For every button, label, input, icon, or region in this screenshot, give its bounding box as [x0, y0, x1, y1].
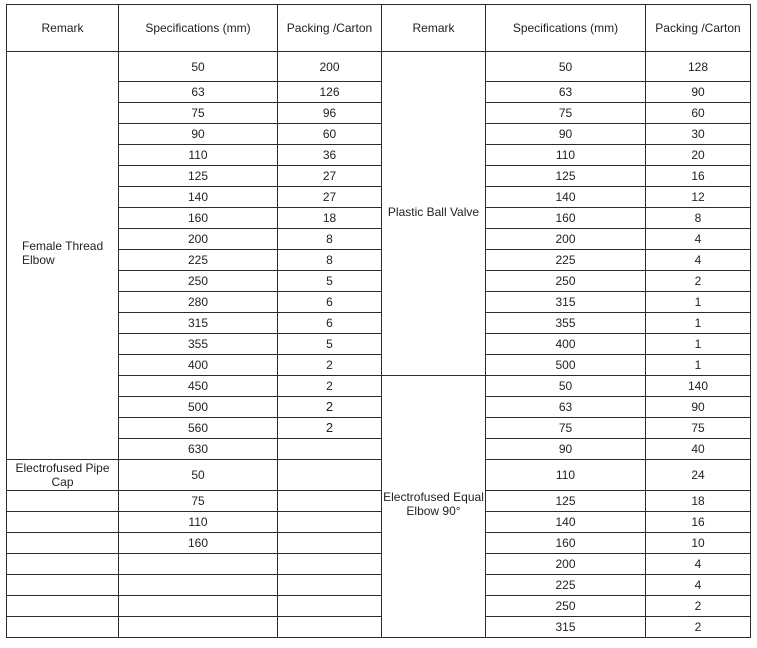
packing-cell: 5 — [278, 271, 382, 292]
spec-cell: 225 — [486, 575, 646, 596]
spec-cell: 50 — [486, 52, 646, 82]
header-packing-left: Packing /Carton — [278, 5, 382, 52]
packing-cell: 1 — [646, 292, 751, 313]
packing-cell — [278, 491, 382, 512]
table-row — [7, 334, 751, 355]
spec-cell: 160 — [486, 208, 646, 229]
packing-cell — [278, 460, 382, 491]
packing-cell: 4 — [646, 575, 751, 596]
packing-cell: 2 — [278, 355, 382, 376]
spec-cell: 50 — [119, 52, 278, 82]
spec-cell: 225 — [119, 250, 278, 271]
packing-cell: 4 — [646, 250, 751, 271]
spec-cell: 63 — [486, 397, 646, 418]
spec-cell: 140 — [119, 187, 278, 208]
packing-cell — [278, 512, 382, 533]
spec-cell: 90 — [486, 124, 646, 145]
packing-cell — [278, 575, 382, 596]
spec-cell: 225 — [486, 250, 646, 271]
spec-cell: 450 — [119, 376, 278, 397]
packing-cell: 75 — [646, 418, 751, 439]
remark-cell — [7, 52, 119, 460]
spec-cell: 140 — [486, 512, 646, 533]
table-row — [7, 313, 751, 334]
packing-cell: 8 — [646, 208, 751, 229]
spec-cell: 200 — [119, 229, 278, 250]
spec-cell: 63 — [119, 82, 278, 103]
spec-cell: 160 — [486, 533, 646, 554]
packing-cell: 126 — [278, 82, 382, 103]
table-row — [7, 124, 751, 145]
spec-cell: 315 — [486, 617, 646, 638]
table-row — [7, 596, 751, 617]
packing-cell — [278, 439, 382, 460]
header-spec-left: Specifications (mm) — [119, 5, 278, 52]
table-row — [7, 397, 751, 418]
spec-cell: 355 — [119, 334, 278, 355]
packing-cell: 1 — [646, 334, 751, 355]
spec-cell — [119, 575, 278, 596]
spec-cell: 250 — [486, 596, 646, 617]
spec-cell: 90 — [119, 124, 278, 145]
table-row — [7, 250, 751, 271]
spec-cell — [119, 617, 278, 638]
packing-table — [6, 4, 751, 638]
packing-cell: 1 — [646, 355, 751, 376]
spec-cell: 75 — [486, 103, 646, 124]
packing-cell: 60 — [278, 124, 382, 145]
table-row — [7, 533, 751, 554]
packing-cell: 27 — [278, 187, 382, 208]
spec-cell: 400 — [119, 355, 278, 376]
table-row — [7, 439, 751, 460]
table-row — [7, 145, 751, 166]
packing-cell: 90 — [646, 82, 751, 103]
packing-cell: 5 — [278, 334, 382, 355]
packing-cell: 1 — [646, 313, 751, 334]
table-row — [7, 208, 751, 229]
spec-cell: 400 — [486, 334, 646, 355]
packing-cell: 2 — [646, 271, 751, 292]
packing-cell — [278, 596, 382, 617]
spec-cell: 90 — [486, 439, 646, 460]
spec-cell: 75 — [119, 491, 278, 512]
packing-cell: 16 — [646, 166, 751, 187]
packing-cell: 90 — [646, 397, 751, 418]
packing-cell — [278, 617, 382, 638]
table-row — [7, 418, 751, 439]
packing-cell: 36 — [278, 145, 382, 166]
spec-cell: 250 — [486, 271, 646, 292]
remark-label: Electrofused Pipe Cap — [15, 461, 110, 489]
packing-cell: 20 — [646, 145, 751, 166]
packing-cell: 2 — [646, 617, 751, 638]
packing-cell: 2 — [278, 418, 382, 439]
table-row — [7, 460, 751, 491]
table-row — [7, 575, 751, 596]
packing-cell: 4 — [646, 554, 751, 575]
spec-cell: 355 — [486, 313, 646, 334]
packing-cell: 4 — [646, 229, 751, 250]
spec-cell: 75 — [486, 418, 646, 439]
table-row — [7, 103, 751, 124]
remark-label: Plastic Ball Valve — [387, 205, 480, 219]
spec-cell: 110 — [486, 145, 646, 166]
table-row — [7, 617, 751, 638]
spec-cell: 200 — [486, 229, 646, 250]
packing-cell: 18 — [646, 491, 751, 512]
remark-cell — [7, 491, 119, 512]
packing-cell: 8 — [278, 229, 382, 250]
remark-label: Female Thread Elbow — [22, 239, 104, 267]
remark-cell — [7, 533, 119, 554]
table-row — [7, 82, 751, 103]
remark-cell — [7, 554, 119, 575]
spec-cell: 110 — [119, 512, 278, 533]
header-spec-right: Specifications (mm) — [486, 5, 646, 52]
remark-cell — [7, 575, 119, 596]
spec-cell: 140 — [486, 187, 646, 208]
table-row — [7, 52, 751, 82]
header-remark-right: Remark — [382, 5, 486, 52]
spec-cell: 110 — [486, 460, 646, 491]
packing-cell: 10 — [646, 533, 751, 554]
spec-cell: 160 — [119, 208, 278, 229]
packing-cell: 8 — [278, 250, 382, 271]
packing-cell: 6 — [278, 313, 382, 334]
table-row — [7, 554, 751, 575]
packing-cell: 6 — [278, 292, 382, 313]
packing-cell: 96 — [278, 103, 382, 124]
spec-cell: 630 — [119, 439, 278, 460]
packing-cell: 40 — [646, 439, 751, 460]
table-row — [7, 166, 751, 187]
spec-cell: 280 — [119, 292, 278, 313]
table-row — [7, 187, 751, 208]
remark-label: Electrofused Equal Elbow 90° — [383, 490, 484, 518]
table-row — [7, 376, 751, 397]
remark-cell — [7, 617, 119, 638]
spec-cell: 560 — [119, 418, 278, 439]
spec-cell: 75 — [119, 103, 278, 124]
header-remark-left: Remark — [7, 5, 119, 52]
spec-cell: 160 — [119, 533, 278, 554]
packing-cell: 140 — [646, 376, 751, 397]
packing-cell: 30 — [646, 124, 751, 145]
remark-cell — [7, 512, 119, 533]
packing-cell — [278, 533, 382, 554]
header-row — [7, 5, 751, 52]
packing-cell: 2 — [278, 376, 382, 397]
remark-cell — [382, 376, 486, 638]
spec-cell: 50 — [119, 460, 278, 491]
spec-cell: 125 — [486, 166, 646, 187]
spec-cell: 125 — [486, 491, 646, 512]
packing-cell: 2 — [278, 397, 382, 418]
table-row — [7, 292, 751, 313]
spec-cell: 63 — [486, 82, 646, 103]
packing-cell: 18 — [278, 208, 382, 229]
packing-cell: 128 — [646, 52, 751, 82]
packing-cell: 12 — [646, 187, 751, 208]
spec-cell — [119, 554, 278, 575]
packing-cell — [278, 554, 382, 575]
table-row — [7, 355, 751, 376]
spec-cell: 50 — [486, 376, 646, 397]
packing-cell: 27 — [278, 166, 382, 187]
table-row — [7, 229, 751, 250]
spec-cell — [119, 596, 278, 617]
spec-cell: 200 — [486, 554, 646, 575]
table-row — [7, 512, 751, 533]
table-row — [7, 491, 751, 512]
packing-cell: 24 — [646, 460, 751, 491]
packing-cell: 60 — [646, 103, 751, 124]
spec-cell: 315 — [119, 313, 278, 334]
remark-cell — [382, 52, 486, 376]
spec-cell: 500 — [119, 397, 278, 418]
remark-cell — [7, 460, 119, 491]
remark-cell — [7, 596, 119, 617]
spec-cell: 315 — [486, 292, 646, 313]
header-packing-right: Packing /Carton — [646, 5, 751, 52]
table-row — [7, 271, 751, 292]
spec-cell: 125 — [119, 166, 278, 187]
packing-cell: 2 — [646, 596, 751, 617]
spec-cell: 110 — [119, 145, 278, 166]
packing-cell: 16 — [646, 512, 751, 533]
spec-cell: 500 — [486, 355, 646, 376]
packing-cell: 200 — [278, 52, 382, 82]
spec-cell: 250 — [119, 271, 278, 292]
